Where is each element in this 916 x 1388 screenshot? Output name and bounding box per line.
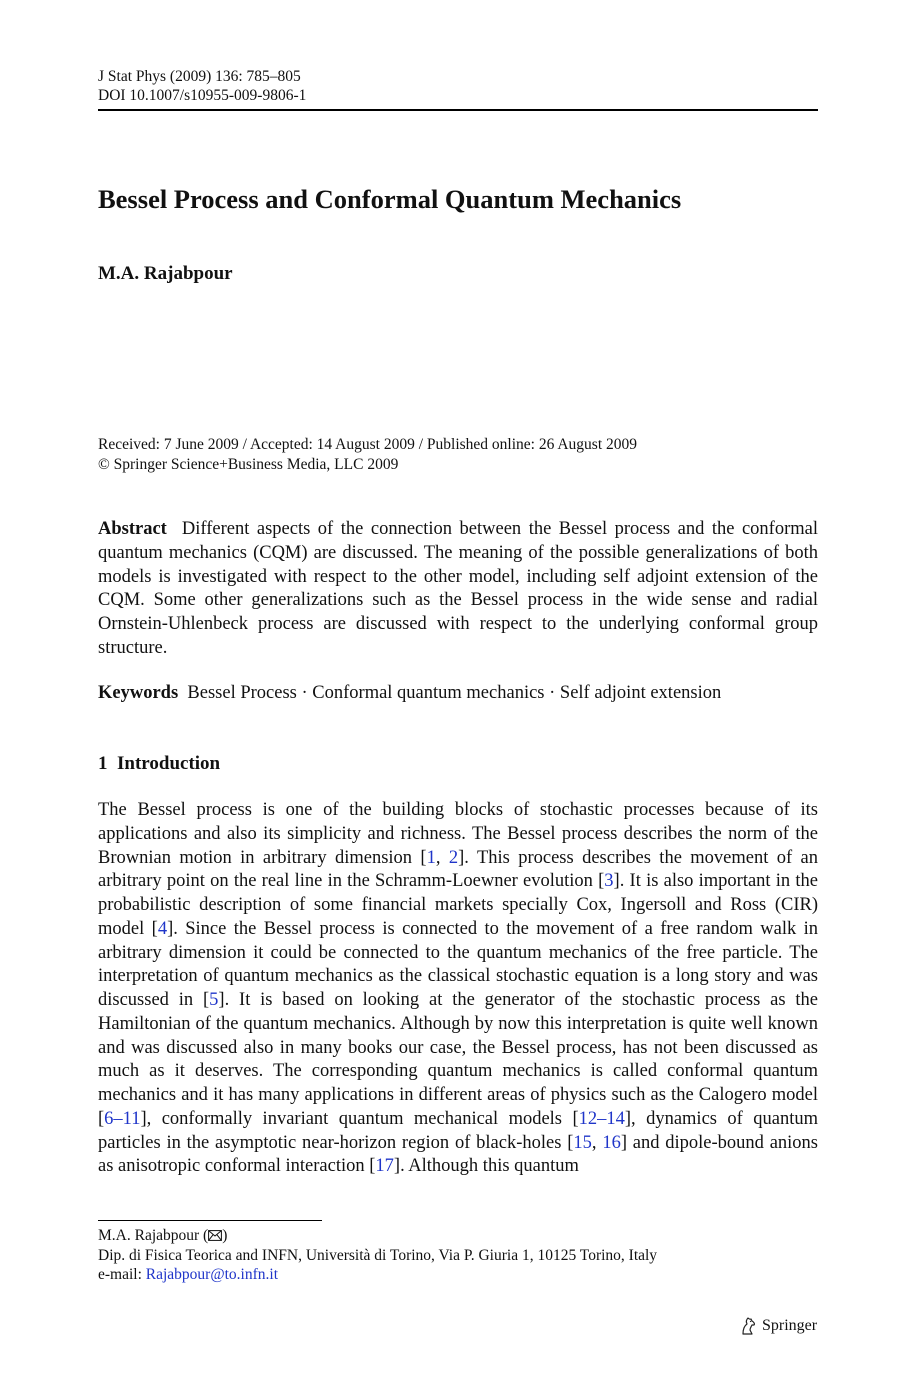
section-title: Introduction	[117, 753, 221, 774]
intro-text: ,	[591, 1132, 603, 1153]
citation-link[interactable]: 12–14	[578, 1108, 625, 1129]
citation-link[interactable]: 3	[604, 871, 614, 892]
intro-text: ]. It is also important in the probabilistic description of some financial markets specially Cox, Ingersoll and Ross (CIR) model [	[98, 871, 818, 939]
paper-title: Bessel Process and Conformal Quantum Mechanics	[98, 184, 682, 214]
intro-text: ], dynamics of quantum particles in the asymptotic near-horizon region of black-holes [	[98, 1108, 818, 1153]
intro-text: ] and dipole-bound anions as anisotropic conformal interaction [	[98, 1132, 819, 1177]
citation-link[interactable]: 2	[448, 847, 459, 868]
intro-text: The Bessel process is one of the building blocks of stochastic processes because of its applications and also its simplicity and richness. The Bessel process describes the norm of the Brownian motion in arbitrary dimension [	[98, 800, 818, 868]
journal-header	[98, 67, 306, 105]
citation-link[interactable]: 4	[157, 918, 168, 939]
history-dates: Received: 7 June 2009 / Accepted: 14 August 2009 / Published online: 26 August 2009	[98, 436, 638, 453]
email-link[interactable]: Rajabpour@to.infn.it	[145, 1266, 279, 1283]
footnote-rule	[98, 1220, 322, 1221]
introduction-paragraph	[98, 799, 818, 1179]
keywords	[98, 683, 818, 704]
intro-text: ,	[435, 847, 449, 868]
section-number: 1	[98, 753, 108, 774]
citation-link[interactable]: 16	[602, 1132, 621, 1153]
email-label: e-mail:	[98, 1266, 146, 1283]
keywords-label: Keywords	[98, 683, 179, 703]
citation-link[interactable]: 1	[426, 847, 436, 868]
footnote-author: M.A. Rajabpour (	[98, 1227, 209, 1244]
doi: DOI 10.1007/s10955-009-9806-1	[98, 87, 307, 104]
publisher-logo	[738, 1316, 817, 1336]
intro-text: ], conformally invariant quantum mechanical models [	[140, 1108, 579, 1129]
springer-horse-icon	[738, 1316, 758, 1336]
footnote-author-close: )	[222, 1227, 228, 1244]
intro-text: ]. Since the Bessel process is connected to the movement of a free random walk in arbitrary dimension it could be connected to the quantum mechanics of the free particle. The interpretation of quantum mechanics as the classical stochastic equation is a long story and was discussed in [	[98, 918, 819, 1010]
abstract	[98, 518, 818, 661]
copyright: © Springer Science+Business Media, LLC 2009	[98, 455, 399, 473]
keywords-text: Bessel Process · Conformal quantum mechanics · Self adjoint extension	[187, 683, 722, 703]
envelope-icon	[208, 1230, 222, 1241]
header-rule	[98, 109, 818, 111]
intro-text: ]. Although this quantum	[393, 1156, 579, 1177]
section-heading	[98, 753, 220, 775]
author-footnote	[98, 1226, 657, 1285]
abstract-text: Different aspects of the connection between the Bessel process and the conformal quantum mechanics (CQM) are discussed. The meaning of the possible generalizations of both models is investigated with respect to the other model, including self adjoint extension of the CQM. Some other generalizations such as the Bessel process in the wide sense and radial Ornstein-Uhlenbeck process are discussed with respect to the underlying conformal group structure.	[98, 519, 818, 658]
footnote-affiliation: Dip. di Fisica Teorica and INFN, Università di Torino, Via P. Giuria 1, 10125 Torino, Italy	[98, 1246, 658, 1264]
journal-reference: J Stat Phys (2009) 136: 785–805	[98, 68, 301, 85]
intro-text: ]. This process describes the movement of an arbitrary point on the real line in the Schramm-Loewner evolution [	[98, 847, 819, 892]
intro-text: ]. It is based on looking at the generator of the stochastic process as the Hamiltonian of the quantum mechanics. Although by now this interpretation is quite well known and was discussed also in many books our case, the Bessel process, has not been discussed as much as it deserves. The corresponding quantum mechanics is called conformal quantum mechanics and it has many applications in different areas of physics such as the Calogero model [	[98, 990, 818, 1129]
citation-link[interactable]: 6–11	[104, 1108, 141, 1129]
citation-link[interactable]: 17	[375, 1156, 394, 1177]
publication-dates	[98, 435, 637, 474]
footnote-author-line	[98, 1226, 657, 1246]
citation-link[interactable]: 15	[573, 1132, 592, 1153]
citation-link[interactable]: 5	[209, 990, 219, 1010]
footnote-email-line	[98, 1265, 657, 1285]
publisher-name: Springer	[762, 1317, 818, 1334]
abstract-label: Abstract	[98, 519, 167, 539]
author-name: M.A. Rajabpour	[98, 263, 233, 284]
